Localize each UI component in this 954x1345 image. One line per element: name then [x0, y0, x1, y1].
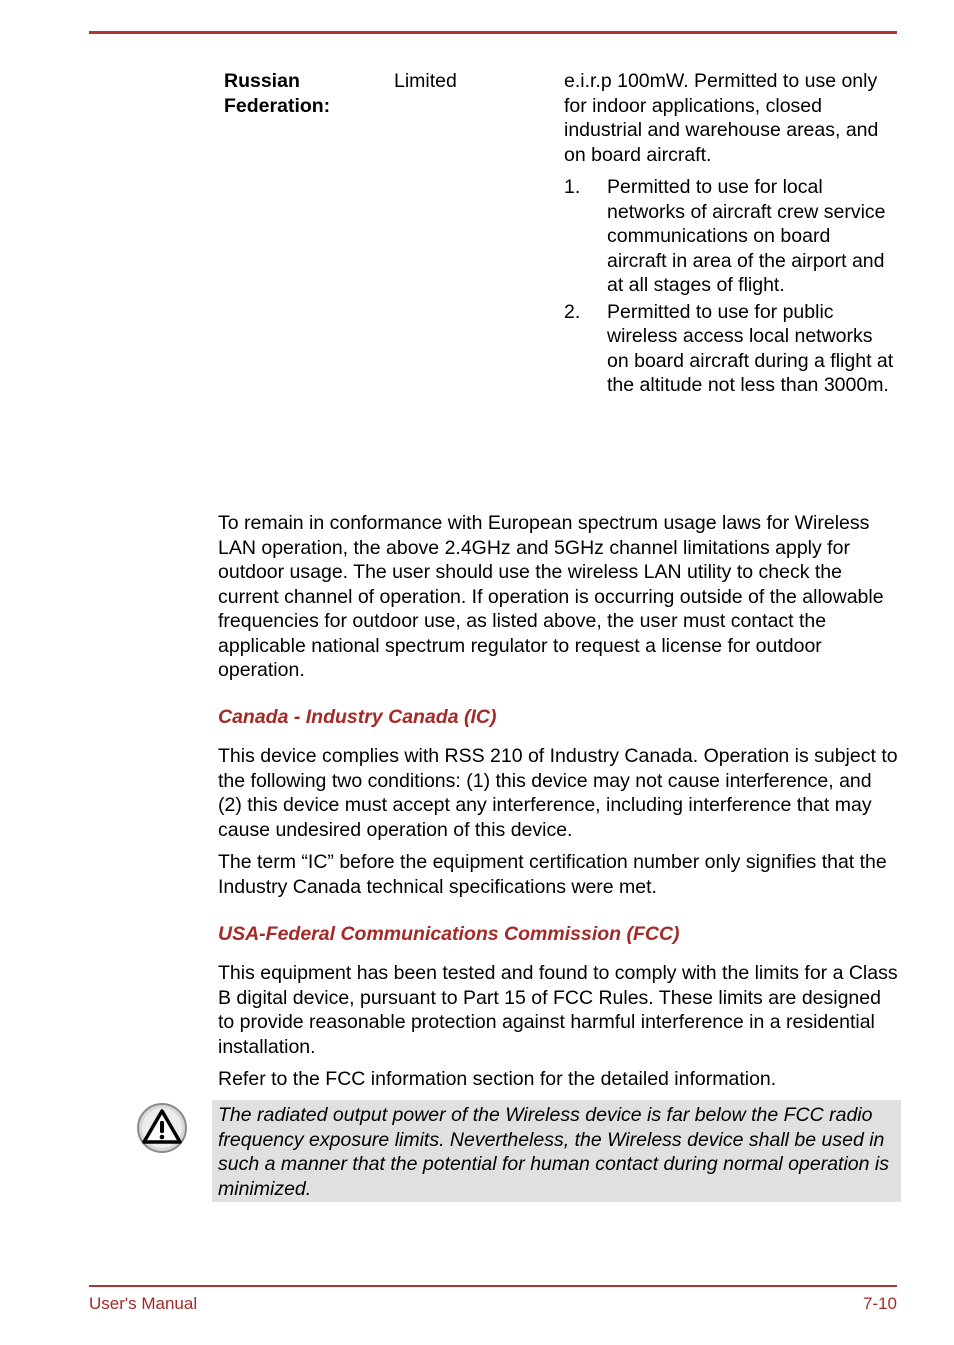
canada-section	[218, 705, 898, 738]
description-cell	[564, 69, 894, 400]
status-cell: Limited	[394, 70, 457, 92]
intro-paragraph: To remain in conformance with European spectrum usage laws for Wireless LAN operation, the above 2.4GHz and 5GHz channel limitations apply for outdoor usage. The user should use the wireless LAN utility to check the current channel of operation. If operation is occurring outside of the allowable frequencies for outdoor use, as listed above, the user must contact the applicable national spectrum regulator to request a license for outdoor operation.	[218, 512, 884, 681]
list-item-text: Permitted to use for public wireless access local networks on board aircraft during a flight at the altitude not less than 3000m.	[607, 300, 894, 396]
list-item	[564, 175, 894, 298]
canada-heading: Canada - Industry Canada (IC)	[218, 706, 497, 728]
note-box	[212, 1100, 901, 1202]
usa-paragraph-2: Refer to the FCC information section for the detailed information.	[218, 1068, 777, 1090]
canada-paragraph-1: This device complies with RSS 210 of Industry Canada. Operation is subject to the following two conditions: (1) this device may not cause interference, and (2) this device must accept any interference, including interference that may cause undesired operation of this device.	[218, 745, 898, 841]
country-cell: Russian Federation:	[224, 70, 331, 117]
footer-title: User's Manual	[89, 1294, 198, 1313]
canada-paragraph-2: The term “IC” before the equipment certification number only signifies that the Industry Canada technical specifications were met.	[218, 851, 887, 898]
intro-section	[218, 511, 898, 691]
usa-heading: USA-Federal Communications Commission (FCC)	[218, 923, 680, 945]
list-item	[564, 300, 894, 398]
canada-body	[218, 744, 898, 907]
list-item-number: 1.	[564, 176, 581, 198]
description-text: e.i.r.p 100mW. Permitted to use only for indoor applications, closed industrial and warehouse areas, and on board aircraft.	[564, 70, 879, 166]
footer-rule	[89, 1285, 897, 1287]
usa-section	[218, 922, 898, 955]
note-text: The radiated output power of the Wireless device is far below the FCC radio frequency exposure limits. Nevertheless, the Wireless device shall be used in such a manner that the potential for human contact during normal operation is minimized.	[218, 1104, 889, 1200]
warning-icon	[136, 1102, 188, 1154]
list-item-text: Permitted to use for local networks of aircraft crew service communications on board aircraft in area of the airport and at all stages of flight.	[607, 176, 886, 296]
condition-list	[564, 175, 894, 398]
header-rule	[89, 31, 897, 34]
list-item-number: 2.	[564, 300, 581, 323]
usa-body	[218, 961, 898, 1100]
usa-paragraph-1: This equipment has been tested and found to comply with the limits for a Class B digital device, pursuant to Part 15 of FCC Rules. These limits are designed to provide reasonable protection against harmful interference in a residential installation.	[218, 962, 898, 1058]
page-number: 7-10	[862, 1294, 897, 1313]
